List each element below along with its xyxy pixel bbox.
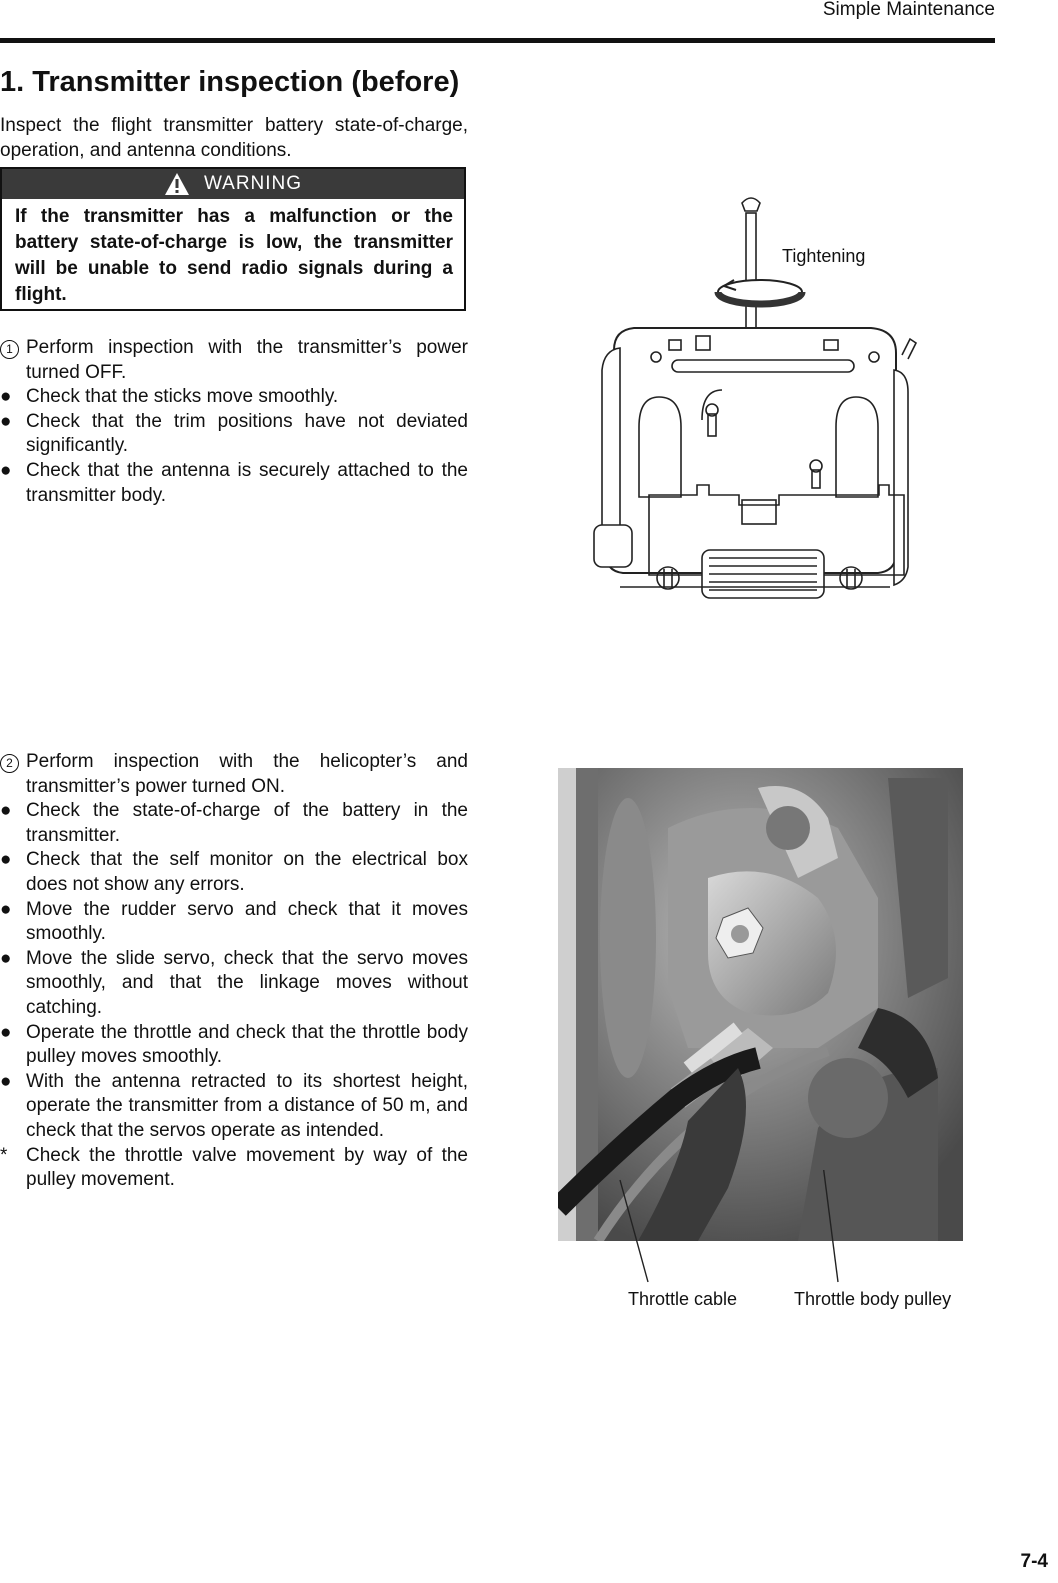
list-item — [0, 385, 468, 410]
bullet-icon: ● — [0, 898, 12, 920]
tightening-label: Tightening — [782, 246, 866, 266]
list-item — [0, 848, 468, 897]
intro-paragraph: Inspect the flight transmitter battery state-of-charge, operation, and antenna conditions. — [0, 115, 468, 161]
page-number: 7-4 — [1020, 1551, 1048, 1572]
step2-item — [0, 750, 468, 799]
step1-item — [0, 336, 468, 385]
bullet-text: Check the state-of-charge of the battery in the transmitter. — [26, 800, 468, 846]
section-title: 1. Transmitter inspection (before) — [0, 66, 460, 98]
header-rule — [0, 38, 995, 43]
note-item — [0, 1144, 468, 1193]
bullet-text: Check that the antenna is securely attached to the transmitter body. — [26, 459, 468, 506]
warning-header — [2, 169, 464, 199]
list-item — [0, 459, 468, 508]
bullet-icon: ● — [0, 410, 12, 432]
step2-text: Perform inspection with the helicopter’s and transmitter’s power turned ON. — [26, 751, 468, 797]
list-item — [0, 410, 468, 459]
bullet-text: Check that the sticks move smoothly. — [26, 386, 339, 408]
step-number-badge: 1 — [0, 340, 19, 359]
bullet-text: Operate the throttle and check that the throttle body pulley moves smoothly. — [26, 1021, 468, 1068]
bullet-text: Check that the self monitor on the electrical box does not show any errors. — [26, 849, 468, 895]
bullet-icon: ● — [0, 386, 12, 408]
bullet-icon: ● — [0, 1070, 12, 1092]
bullet-text: Move the slide servo, check that the servo moves smoothly, and that the linkage moves without catching. — [26, 947, 468, 1018]
label-leader-lines — [600, 1170, 850, 1290]
list-item — [0, 1021, 468, 1070]
bullet-icon: ● — [0, 1021, 12, 1043]
step1-list — [0, 336, 468, 508]
list-item — [0, 799, 468, 848]
running-header: Simple Maintenance — [822, 0, 995, 20]
warning-label: WARNING — [203, 173, 303, 194]
bullet-icon: ● — [0, 849, 12, 871]
list-item — [0, 947, 468, 1021]
step1-text: Perform inspection with the transmitter’s power turned OFF. — [26, 337, 468, 383]
list-item — [0, 898, 468, 947]
note-marker: * — [0, 1144, 8, 1166]
bullet-icon: ● — [0, 459, 12, 481]
warning-box — [0, 167, 466, 311]
bullet-text: With the antenna retracted to its shortest height, operate the transmitter from a distance of 50 m, and check that the servos operate as intended. — [26, 1070, 468, 1141]
bullet-icon: ● — [0, 800, 12, 822]
bullet-text: Move the rudder servo and check that it moves smoothly. — [26, 898, 468, 945]
bullet-icon: ● — [0, 947, 12, 969]
throttle-body-pulley-label: Throttle body pulley — [794, 1289, 952, 1309]
transmitter-diagram — [584, 195, 929, 605]
step-number-badge: 2 — [0, 754, 19, 773]
warning-triangle-icon — [164, 172, 190, 196]
warning-text: If the transmitter has a malfunction or the battery state-of-charge is low, the transmitter will be unable to send radio signals during a flight. — [15, 206, 453, 305]
throttle-cable-label: Throttle cable — [628, 1289, 738, 1309]
note-text: Check the throttle valve movement by way of the pulley movement. — [26, 1144, 468, 1191]
list-item — [0, 1070, 468, 1144]
bullet-text: Check that the trim positions have not deviated significantly. — [26, 410, 468, 457]
step2-list — [0, 750, 468, 1193]
